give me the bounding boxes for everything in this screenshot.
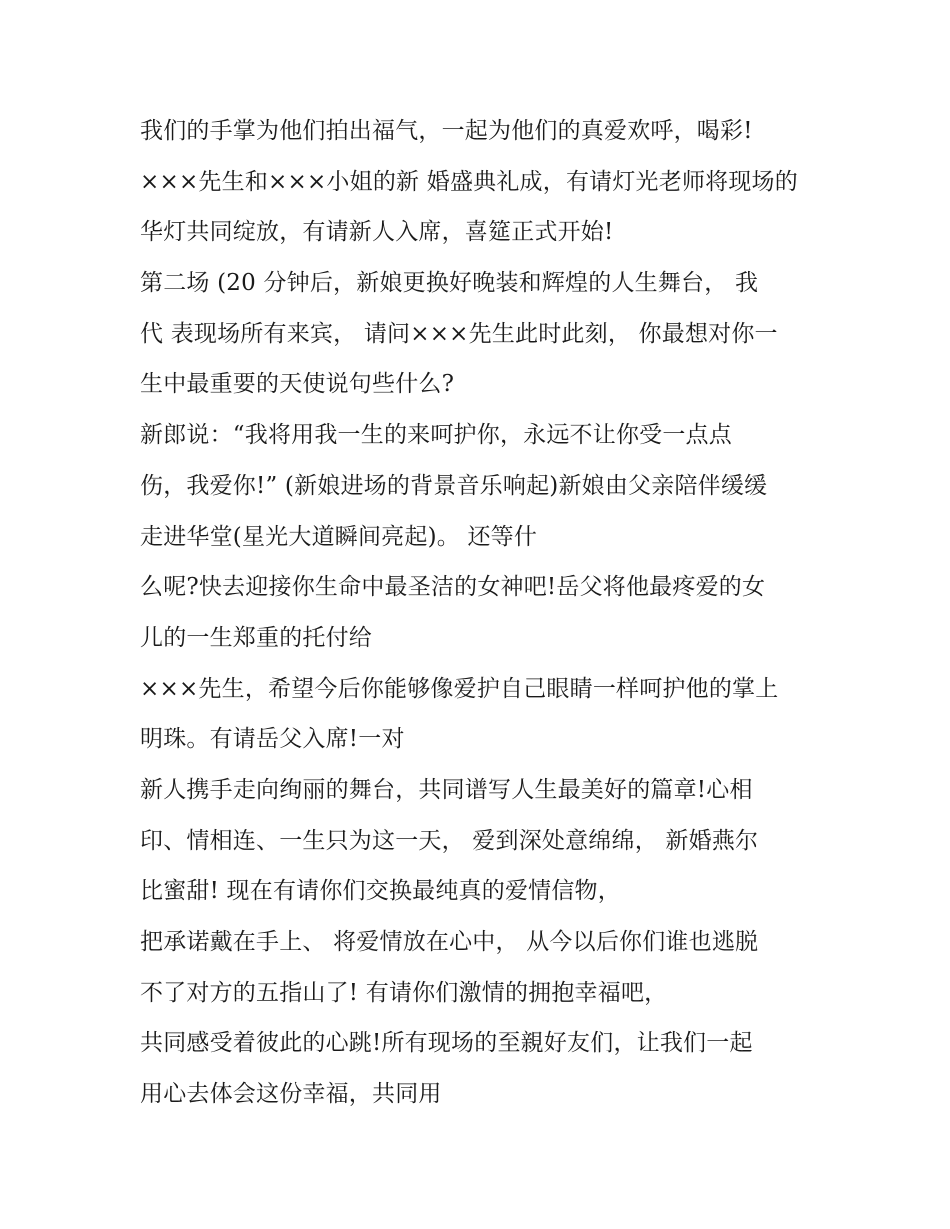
text-line: 伤，我爱你!” (新娘进场的背景音乐响起)新娘由父亲陪伴缓缓: [140, 472, 768, 499]
body-text: [140, 106, 820, 1120]
text-line: 生中最重要的天使说句些什么?: [140, 371, 455, 398]
text-line: ×××先生，希望今后你能够像爱护自己眼睛一样呵护他的掌上: [140, 675, 779, 702]
text-line: 明珠。有请岳父入席!一对: [140, 726, 405, 753]
text-line: 用心去体会这份幸福，共同用: [140, 1081, 442, 1108]
text-line: 第二场 (20 分钟后，新娘更换好晚装和辉煌的人生舞台， 我: [140, 270, 759, 297]
text-line: 印、情相连、一生只为这一天， 爱到深处意绵绵， 新婚燕尔: [140, 827, 759, 854]
text-line: 代 表现场所有来宾， 请问×××先生此时此刻， 你最想对你一: [140, 320, 778, 347]
text-line: 儿的一生郑重的托付给: [140, 624, 372, 651]
text-line: 走进华堂(星光大道瞬间亮起)。 还等什: [140, 523, 538, 550]
text-line: 新郎说：“我将用我一生的来呵护你，永远不让你受一点点: [140, 422, 732, 449]
text-line: ×××先生和×××小姐的新 婚盛典礼成，有请灯光老师将现场的: [140, 168, 798, 195]
text-line: 么呢?快去迎接你生命中最圣洁的女神吧!岳父将他最疼爱的女: [140, 574, 766, 601]
text-line: 共同感受着彼此的心跳!所有现场的至親好友们，让我们一起: [140, 1030, 753, 1057]
text-line: 我们的手掌为他们拍出福气，一起为他们的真爱欢呼，喝彩!: [140, 118, 753, 144]
text-line: 新人携手走向绚丽的舞台，共同谱写人生最美好的篇章!心相: [140, 776, 753, 803]
text-line: 华灯共同绽放，有请新人入席，喜筵正式开始!: [140, 219, 614, 246]
text-line: 不了对方的五指山了! 有请你们激情的拥抱幸福吧，: [140, 979, 668, 1006]
text-line: 把承诺戴在手上、 将爱情放在心中， 从今以后你们谁也逃脱: [140, 929, 759, 955]
text-line: 比蜜甜! 现在有请你们交换最纯真的爱情信物，: [140, 878, 621, 905]
